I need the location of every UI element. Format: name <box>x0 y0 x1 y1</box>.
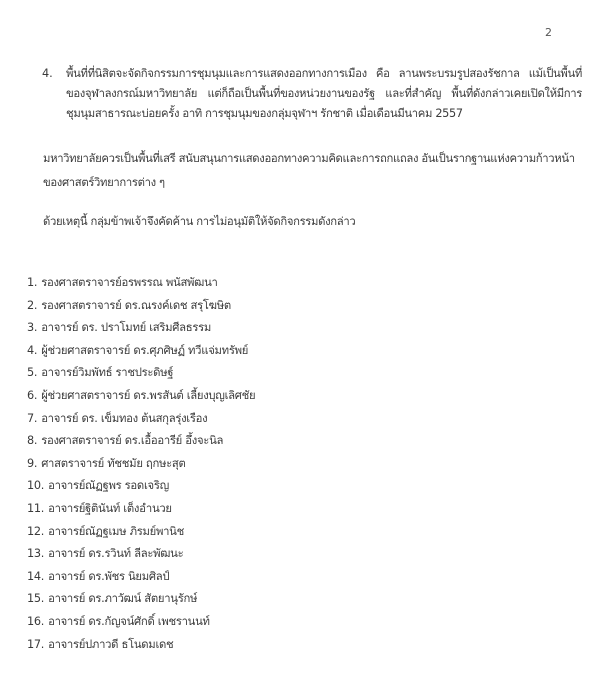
signer-name: อาจารย์ ดร.รวินท์ ลีละพัฒนะ <box>48 547 184 561</box>
list-index: 12. <box>27 524 45 538</box>
list-item <box>27 385 255 408</box>
list-item <box>27 611 255 634</box>
list-index: 14. <box>27 569 45 583</box>
signer-name: ผู้ช่วยศาสตราจารย์ ดร.พรสันต์ เลี้ยงบุญเลิศชัย <box>41 388 256 402</box>
signer-name: รองศาสตราจารย์ ดร.เอื้ออารีย์ อึ้งจะนิล <box>41 434 224 448</box>
paragraph-conclusion: ด้วยเหตุนี้ กลุ่มข้าพเจ้าจึงคัดค้าน การไม่อนุมัติให้จัดกิจกรรมดังกล่าว <box>43 215 356 228</box>
list-index: 17. <box>27 637 45 651</box>
numbered-item-4 <box>42 64 582 124</box>
list-index: 10. <box>27 479 45 493</box>
list-index: 15. <box>27 592 45 606</box>
list-item <box>27 498 255 521</box>
list-item <box>27 521 255 544</box>
signer-name: รองศาสตราจารย์ ดร.ณรงค์เดช สรุโฆษิต <box>41 298 231 312</box>
list-index: 16. <box>27 614 45 628</box>
list-index: 3. <box>27 321 38 335</box>
signer-name: อาจารย์ ดร.ภาวัฒน์ สัตยานุรักษ์ <box>48 592 198 606</box>
signer-name: อาจารย์ ดร. เข็มทอง ต้นสกุลรุ่งเรือง <box>41 411 208 425</box>
list-index: 5. <box>27 366 38 380</box>
signer-name: อาจารย์ณัฏฐพร รอดเจริญ <box>48 479 169 493</box>
list-index: 6. <box>27 388 38 402</box>
list-item <box>27 408 255 431</box>
list-index: 13. <box>27 547 45 561</box>
list-index: 8. <box>27 434 38 448</box>
signer-name: รองศาสตราจารย์อรพรรณ พนัสพัฒนา <box>41 276 218 289</box>
list-index: 7. <box>27 411 38 425</box>
signatory-list <box>27 272 255 656</box>
paragraph-text: มหาวิทยาลัยควรเป็นพื้นที่เสรี สนับสนุนการแสดงออกทางความคิดและการถกแถลง อันเป็นรากฐานแห่งความก้าวหน้าของศาสตร์วิทยาการต่าง ๆ <box>43 152 575 189</box>
signer-name: อาจารย์ณัฏฐเมษ ภิรมย์พานิช <box>48 524 184 538</box>
list-item <box>27 295 255 318</box>
list-index: 1. <box>27 276 38 289</box>
list-item <box>27 453 255 476</box>
item-text: พื้นที่ที่นิสิตจะจัดกิจกรรมการชุมนุมและการแสดงออกทางการเมือง คือ ลานพระบรมรูปสองรัชกาล แม้เป็นพื้นที่ของจุฬาลงกรณ์มหาวิทยาลัย แต่ก็ถือเป็นพื้นที่ของหน่วยงานของรัฐ และที่สำคัญ พื้นที่ดังกล่าวเคยเปิดให้มีการชุมนุมสาธารณะบ่อยครั้ง อาทิ การชุมนุมของกลุ่มจุฬาฯ รักชาติ เมื่อเดือนมีนาคม 2557 <box>66 67 582 120</box>
list-item <box>27 475 255 498</box>
signer-name: อาจารย์ฐิตินันท์ เต็งอำนวย <box>48 501 172 515</box>
list-item <box>27 272 255 295</box>
list-index: 2. <box>27 298 38 312</box>
item-number: 4. <box>42 67 53 80</box>
signer-name: ศาสตราจารย์ ทัชชมัย ฤกษะสุต <box>41 456 186 470</box>
signer-name: อาจารย์ ดร.พัชร นิยมศิลป์ <box>48 569 170 583</box>
signer-name: อาจารย์ ดร. ปราโมทย์ เสริมศีลธรรม <box>41 321 212 335</box>
signer-name: ผู้ช่วยศาสตราจารย์ ดร.ศุภศิษฏ์ ทวีแจ่มทรัพย์ <box>41 343 249 357</box>
list-index: 11. <box>27 501 45 515</box>
page-number: 2 <box>545 26 552 39</box>
list-item <box>27 566 255 589</box>
list-item <box>27 317 255 340</box>
signer-name: อาจารย์ ดร.กัญจน์ศักดิ์ เพชรานนท์ <box>48 614 210 628</box>
list-item <box>27 543 255 566</box>
list-item <box>27 588 255 611</box>
list-index: 9. <box>27 456 38 470</box>
list-index: 4. <box>27 343 38 357</box>
list-item <box>27 362 255 385</box>
signer-name: อาจารย์ปภาวดี ธโนดมเดช <box>48 637 174 651</box>
signer-name: อาจารย์วิมพัทธ์ ราชประดิษฐ์ <box>41 366 174 380</box>
list-item <box>27 340 255 363</box>
paragraph-university-freedom <box>26 147 586 195</box>
list-item <box>27 430 255 453</box>
list-item <box>27 634 255 657</box>
